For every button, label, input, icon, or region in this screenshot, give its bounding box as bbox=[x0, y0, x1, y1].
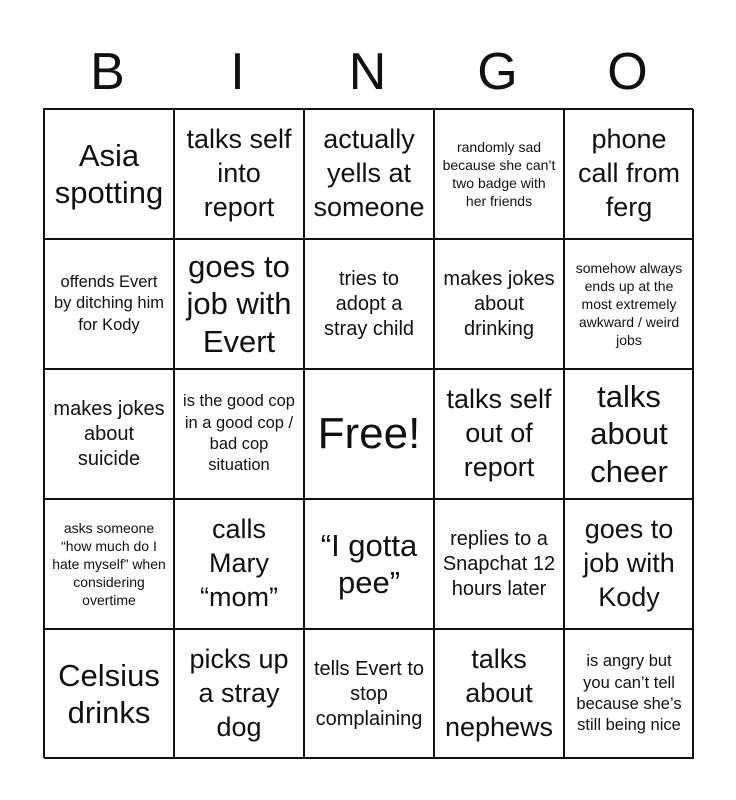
bingo-cell[interactable] bbox=[174, 369, 304, 499]
header-letter-g: G bbox=[477, 43, 519, 101]
bingo-cell[interactable] bbox=[44, 239, 174, 369]
bingo-cell[interactable] bbox=[44, 499, 174, 629]
cell-text: replies to a Snapchat 12 hours later bbox=[442, 527, 556, 600]
cell-text: talks about cheer bbox=[590, 379, 668, 489]
cell-text: phone call from ferg bbox=[577, 124, 680, 222]
bingo-header bbox=[43, 40, 693, 104]
header-letter-n: N bbox=[348, 43, 388, 101]
bingo-cell[interactable] bbox=[174, 109, 304, 239]
bingo-cell[interactable] bbox=[564, 629, 694, 759]
cell-text: talks self out of report bbox=[446, 384, 552, 482]
header-letter-o: O bbox=[607, 43, 649, 101]
bingo-cell[interactable] bbox=[434, 109, 564, 239]
cell-text: is the good cop in a good cop / bad cop situation bbox=[183, 392, 295, 475]
bingo-cell[interactable] bbox=[174, 629, 304, 759]
bingo-cell[interactable] bbox=[564, 239, 694, 369]
cell-text: talks about nephews bbox=[444, 644, 554, 742]
bingo-cell[interactable] bbox=[174, 499, 304, 629]
cell-text: goes to job with Kody bbox=[583, 514, 675, 612]
cell-text: talks self into report bbox=[186, 124, 292, 222]
bingo-cell[interactable] bbox=[304, 499, 434, 629]
cell-text: offends Evert by ditching him for Kody bbox=[53, 272, 165, 334]
cell-text: actually yells at someone bbox=[313, 124, 425, 222]
bingo-card-grid bbox=[43, 108, 693, 758]
cell-text: randomly sad because she can’t two badge with her friends bbox=[442, 138, 556, 210]
cell-text: is angry but you can’t tell because she’s still being nice bbox=[576, 652, 682, 735]
header-letter-b: B bbox=[90, 43, 126, 101]
free-space-cell[interactable] bbox=[304, 369, 434, 499]
bingo-cell[interactable] bbox=[434, 239, 564, 369]
bingo-cell[interactable] bbox=[304, 629, 434, 759]
cell-text: Asia spotting bbox=[54, 137, 164, 210]
bingo-cell[interactable] bbox=[304, 239, 434, 369]
bingo-cell[interactable] bbox=[44, 629, 174, 759]
cell-text: Celsius drinks bbox=[58, 657, 160, 730]
bingo-cell[interactable] bbox=[44, 369, 174, 499]
cell-text: makes jokes about suicide bbox=[53, 397, 165, 470]
bingo-cell[interactable] bbox=[564, 369, 694, 499]
bingo-cell[interactable] bbox=[434, 629, 564, 759]
bingo-cell[interactable] bbox=[564, 499, 694, 629]
cell-text: tries to adopt a stray child bbox=[323, 267, 415, 340]
bingo-cell[interactable] bbox=[174, 239, 304, 369]
bingo-cell[interactable] bbox=[44, 109, 174, 239]
header-letter-i: I bbox=[230, 43, 246, 101]
free-space-label: Free! bbox=[317, 408, 421, 458]
cell-text: tells Evert to stop complaining bbox=[313, 657, 425, 730]
cell-text: picks up a stray dog bbox=[189, 644, 289, 742]
bingo-cell[interactable] bbox=[304, 109, 434, 239]
cell-text: calls Mary “mom” bbox=[200, 514, 278, 612]
cell-text: somehow always ends up at the most extremely awkward / weird jobs bbox=[575, 259, 683, 349]
bingo-cell[interactable] bbox=[434, 499, 564, 629]
bingo-cell[interactable] bbox=[564, 109, 694, 239]
cell-text: goes to job with Evert bbox=[186, 249, 292, 359]
cell-text: “I gotta pee” bbox=[320, 527, 418, 600]
bingo-cell[interactable] bbox=[434, 369, 564, 499]
cell-text: asks someone “how much do I hate myself” when considering overtime bbox=[52, 519, 166, 609]
cell-text: makes jokes about drinking bbox=[443, 267, 555, 340]
